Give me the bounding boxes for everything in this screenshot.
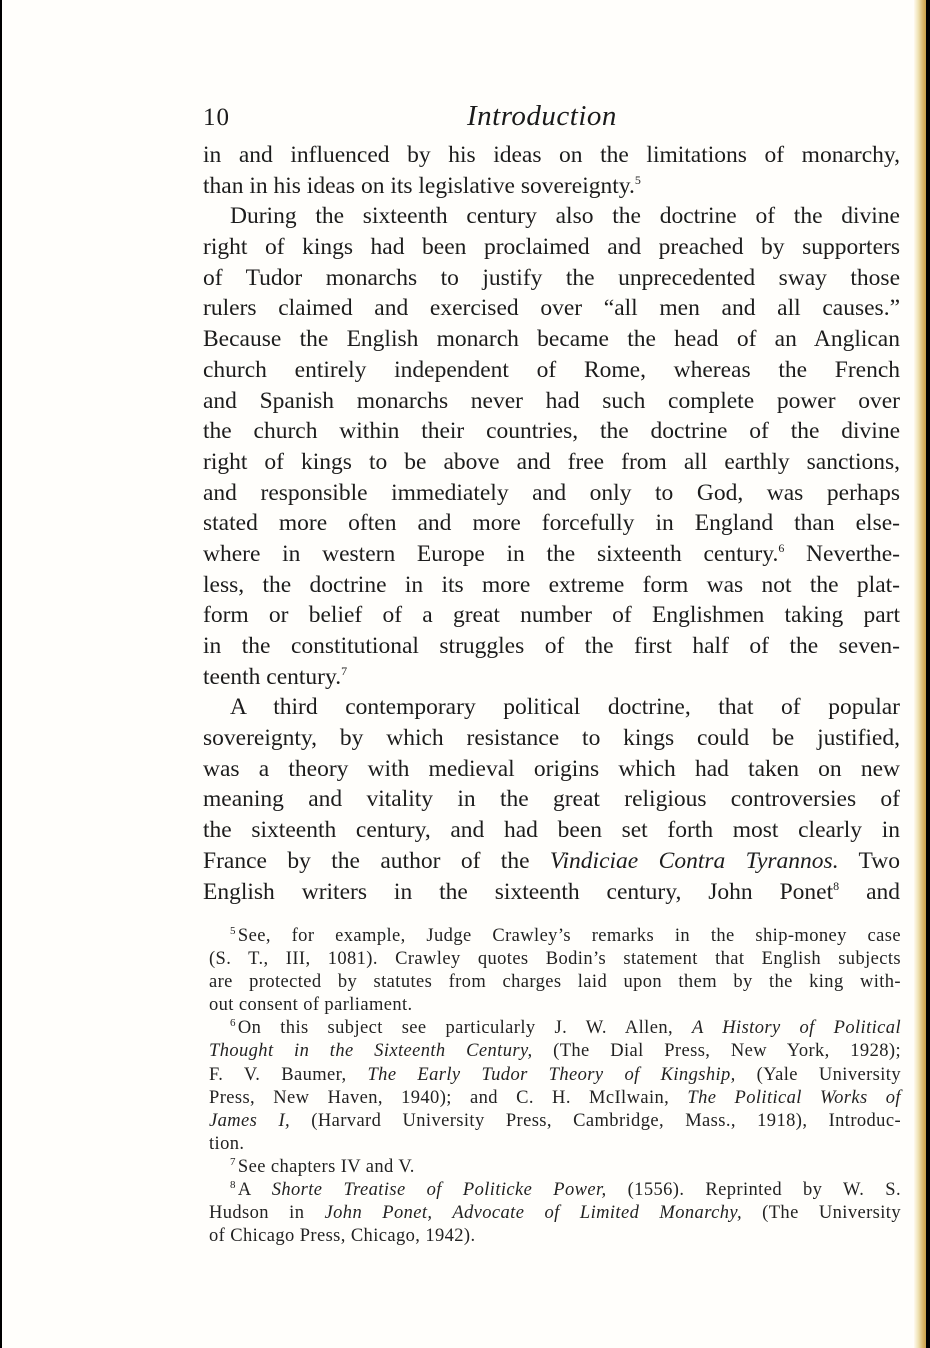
page-edge xyxy=(914,0,926,1348)
text-line: meaning and vitality in the great religious controversies of xyxy=(203,786,900,813)
footnote-line: James I, (Harvard University Press, Cambridge, Mass., 1918), Introduc- xyxy=(209,1110,902,1131)
footnote-line: Thought in the Sixteenth Century, (The Dial Press, New York, 1928); xyxy=(209,1041,901,1062)
text-line: church entirely independent of Rome, whereas the French xyxy=(203,356,900,383)
footnote-line: are protected by statutes from charges laid upon them by the king with- xyxy=(209,972,901,993)
footnote-8: $^8$ A Shorte Treatise of Politicke Power, (1556). Reprinted by W. S. xyxy=(230,1179,901,1201)
text-line: English writers in the sixteenth century, John Ponet$^8$ and xyxy=(203,878,900,905)
footnote-line: Press, New Haven, 1940); and C. H. McIlwain, The Political Works of xyxy=(209,1087,901,1108)
footnote-6: $^6$ On this subject see particularly J. W. Allen, A History of Political xyxy=(230,1017,901,1039)
text-line: in and influenced by his ideas on the limitations of monarchy, xyxy=(203,142,900,168)
text-line: right of kings had been proclaimed and preached by supporters xyxy=(203,234,900,261)
text-line: form or belief of a great number of Englishmen taking part xyxy=(203,602,900,629)
text-line: right of kings to be above and free from all earthly sanctions, xyxy=(203,448,900,475)
footnote-ref: 6 xyxy=(778,540,785,555)
text-line: the church within their countries, the doctrine of the divine xyxy=(203,418,900,445)
text-line: France by the author of the Vindiciae Contra Tyrannos. Two xyxy=(203,847,900,874)
book-title: Vindiciae Contra Tyrannos. xyxy=(549,847,839,874)
text-line: sovereignty, by which resistance to kings could be justified, xyxy=(203,725,900,752)
footnote-7: $^7$ See chapters IV and V. xyxy=(230,1155,415,1177)
text-line: During the sixteenth century also the doctrine of the divine xyxy=(230,203,900,230)
text-line: was a theory with medieval origins which had taken on new xyxy=(203,755,900,782)
footnote-ref: 7 xyxy=(341,663,348,678)
text-line: where in western Europe in the sixteenth century.$^6$ Neverthe- xyxy=(203,540,900,567)
text-line: and Spanish monarchs never had such complete power over xyxy=(203,387,900,414)
running-head: Introduction xyxy=(467,100,617,132)
footnote-line: (S. T., III, 1081). Crawley quotes Bodin’s statement that English subjects xyxy=(209,949,901,970)
page-header xyxy=(203,100,903,140)
footnote-line: out consent of parliament. xyxy=(209,995,413,1016)
text-line: in the constitutional struggles of the first half of the seven- xyxy=(203,633,900,659)
text-line: rulers claimed and exercised over “all men and all causes.” xyxy=(203,295,900,322)
text-line: than in his ideas on its legislative sovereignty.$^5$ xyxy=(203,172,641,199)
footnote-line: of Chicago Press, Chicago, 1942). xyxy=(209,1226,476,1247)
text-line: stated more often and more forcefully in England than else- xyxy=(203,510,900,537)
text-line: the sixteenth century, and had been set forth most clearly in xyxy=(203,817,900,844)
book-page xyxy=(2,0,926,1348)
footnote-line: F. V. Baumer, The Early Tudor Theory of Kingship, (Yale University xyxy=(209,1064,901,1085)
footnote-5: $^5$ See, for example, Judge Crawley’s remarks in the ship-money case xyxy=(230,925,901,946)
main-text xyxy=(203,140,900,907)
footnote-ref: 8 xyxy=(833,878,840,893)
text-line: Because the English monarch became the head of an Anglican xyxy=(203,326,900,353)
text-line: and responsible immediately and only to God, was perhaps xyxy=(203,479,900,506)
text-line: A third contemporary political doctrine, that of popular xyxy=(230,694,900,721)
text-line: of Tudor monarchs to justify the unprecedented sway those xyxy=(203,264,900,291)
footnote-line: tion. xyxy=(209,1133,245,1154)
footnote-line: Hudson in John Ponet, Advocate of Limited Monarchy, (The University xyxy=(209,1203,901,1224)
text-line: less, the doctrine in its more extreme form was not the plat- xyxy=(203,571,900,598)
page-number: 10 xyxy=(203,104,230,131)
footnote-ref: 5 xyxy=(634,172,641,187)
footnotes xyxy=(209,925,901,1248)
text-line: teenth century.$^7$ xyxy=(203,663,348,690)
